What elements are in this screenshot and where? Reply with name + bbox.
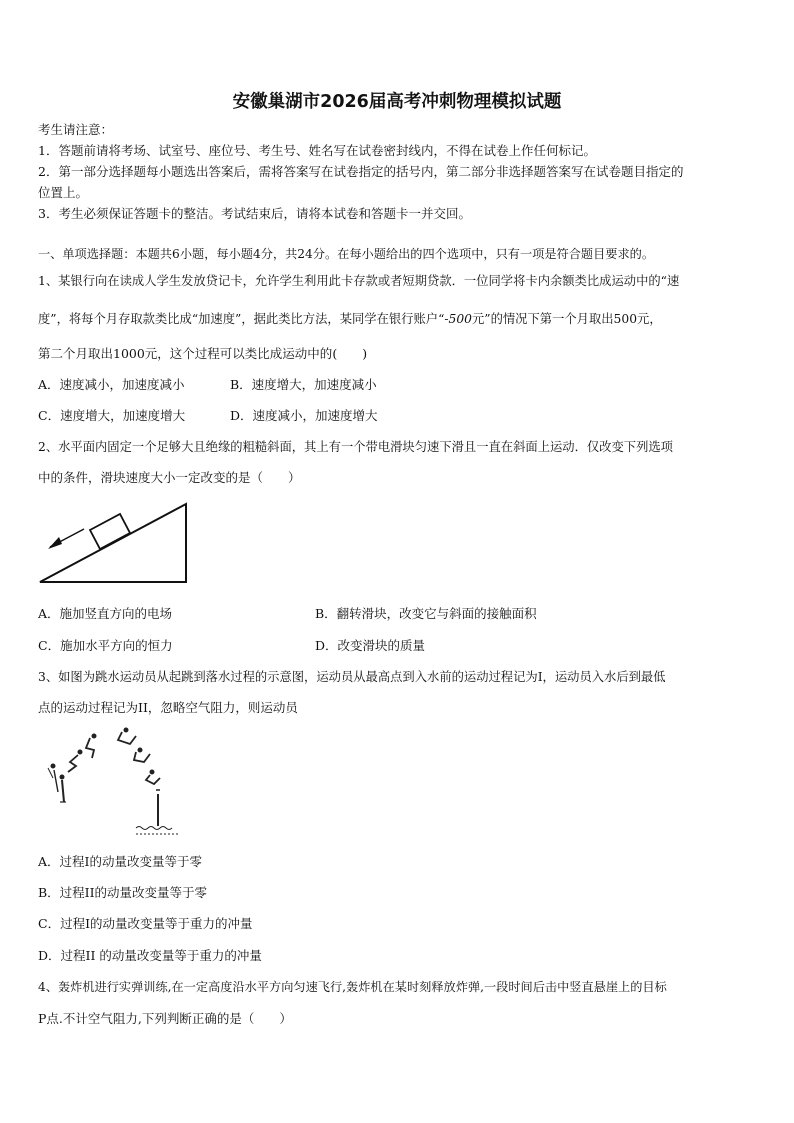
question-4-line: P点.不计空气阻力,下列判断正确的是（ ） <box>38 1011 292 1026</box>
notice-item: 位置上。 <box>38 185 89 200</box>
question-3-line: 3、如图为跳水运动员从起跳到落水过程的示意图，运动员从最高点到入水前的运动过程记为I，运动员入水后到最低 <box>38 670 666 684</box>
option-a: A．速度减小，加速度减小 <box>38 377 185 392</box>
question-2-line: 中的条件，滑块速度大小一定改变的是（ ） <box>38 470 301 485</box>
section-heading: 一、单项选择题：本题共6小题，每小题4分，共24分。在每小题给出的四个选项中，只有一项是符合题目要求的。 <box>38 247 655 261</box>
question-4-line: 4、轰炸机进行实弹训练,在一定高度沿水平方向匀速飞行,轰炸机在某时刻释放炸弹,一段时间后击中竖直悬崖上的目标 <box>38 980 667 994</box>
option-b: B．过程II的动量改变量等于零 <box>38 885 208 900</box>
notice-item: 2．第一部分选择题每小题选出答案后，需将答案写在试卷指定的括号内，第二部分非选择题答案写在试卷题目指定的 <box>38 164 684 179</box>
incline-diagram <box>38 500 188 584</box>
option-a: A．过程I的动量改变量等于零 <box>38 854 202 869</box>
option-d: D．过程II 的动量改变量等于重力的冲量 <box>38 948 262 963</box>
formula-value: -500 <box>444 312 472 326</box>
question-1-line: 1、某银行向在读成人学生发放贷记卡，允许学生利用此卡存款或者短期贷款．一位同学将卡内余额类比成运动中的“速 <box>38 274 680 288</box>
page-title: 安徽巢湖市2026届高考冲刺物理模拟试题 <box>232 92 562 112</box>
notice-item: 1．答题前请将考场、试室号、座位号、考生号、姓名写在试卷密封线内，不得在试卷上作任何标记。 <box>38 143 596 158</box>
question-2-line: 2、水平面内固定一个足够大且绝缘的粗糙斜面，其上有一个带电滑块匀速下滑且一直在斜面上运动．仅改变下列选项 <box>38 440 673 454</box>
option-c: C．速度增大，加速度增大 <box>38 408 186 423</box>
question-1-line: 度”，将每个月存取款类比成“加速度”，据此类比方法，某同学在银行账户“-500元”的情况下第一个月取出500元， <box>38 312 662 326</box>
option-d: D．改变滑块的质量 <box>315 638 426 653</box>
question-3-line: 点的运动过程记为II，忽略空气阻力，则运动员 <box>38 700 298 715</box>
notice-item: 3．考生必须保证答题卡的整洁。考试结束后，请将本试卷和答题卡一并交回。 <box>38 206 471 221</box>
option-b: B．速度增大，加速度减小 <box>230 377 377 392</box>
option-a: A．施加竖直方向的电场 <box>38 606 173 621</box>
option-c: C．过程I的动量改变量等于重力的冲量 <box>38 916 253 931</box>
notice-heading: 考生请注意： <box>38 122 114 137</box>
diver-diagram <box>40 722 180 840</box>
option-c: C．施加水平方向的恒力 <box>38 638 173 653</box>
question-1-line: 第二个月取出1000元，这个过程可以类比成运动中的( ) <box>38 346 368 361</box>
slider-block <box>90 514 130 549</box>
option-b: B．翻转滑块，改变它与斜面的接触面积 <box>315 606 537 621</box>
option-d: D．速度减小，加速度增大 <box>230 408 378 423</box>
